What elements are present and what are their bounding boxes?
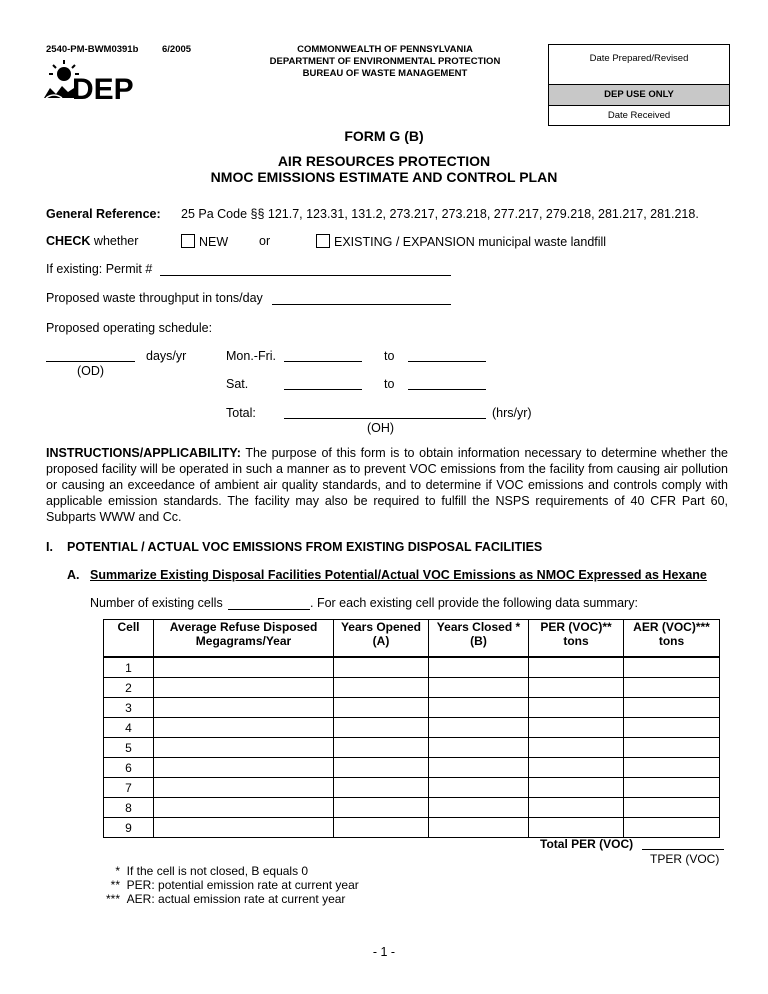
- permit-label: If existing: Permit #: [46, 262, 153, 276]
- refuse-input[interactable]: [154, 738, 334, 758]
- aer-input[interactable]: [624, 718, 720, 738]
- days-yr-label: days/yr: [146, 349, 187, 363]
- check-label-rest: whether: [90, 234, 139, 248]
- footnote-mark: ***: [105, 892, 120, 906]
- throughput-input[interactable]: [272, 290, 451, 305]
- per-input[interactable]: [529, 778, 624, 798]
- footnote-text: AER: actual emission rate at current year: [126, 892, 346, 906]
- years-opened-input[interactable]: [334, 778, 429, 798]
- cell-number: 8: [104, 798, 154, 818]
- new-option[interactable]: [181, 234, 228, 249]
- refuse-input[interactable]: [154, 698, 334, 718]
- monfri-label: Mon.-Fri.: [226, 349, 276, 363]
- date-received-field[interactable]: Date Received: [607, 110, 671, 121]
- total-hours-input[interactable]: [284, 404, 486, 419]
- footnote-mark: *: [115, 864, 120, 878]
- cell-number: 6: [104, 758, 154, 778]
- table-header-row: [104, 620, 720, 658]
- oh-label: (OH): [367, 421, 395, 435]
- existing-checkbox[interactable]: [316, 234, 330, 248]
- years-closed-input[interactable]: [429, 738, 529, 758]
- cell-number: 2: [104, 678, 154, 698]
- form-code: 2540-PM-BWM0391b: [46, 44, 139, 55]
- agency-line-3: BUREAU OF WASTE MANAGEMENT: [302, 68, 468, 79]
- dep-use-box: [548, 44, 730, 126]
- table-row: [104, 678, 720, 698]
- sat-start-input[interactable]: [284, 375, 362, 390]
- per-input[interactable]: [529, 678, 624, 698]
- agency-line-1: COMMONWEALTH OF PENNSYLVANIA: [297, 44, 473, 55]
- per-input[interactable]: [529, 698, 624, 718]
- check-label: [46, 234, 138, 248]
- total-per-input[interactable]: [642, 835, 724, 850]
- table-row: [104, 778, 720, 798]
- schedule-label: Proposed operating schedule:: [46, 321, 213, 335]
- dep-use-only-label: DEP USE ONLY: [549, 85, 729, 106]
- aer-input[interactable]: [624, 738, 720, 758]
- form-title: FORM G (B): [344, 128, 424, 144]
- years-closed-input[interactable]: [429, 678, 529, 698]
- page-number: - 1 -: [372, 945, 396, 959]
- od-label: (OD): [77, 364, 105, 378]
- col-header-per: PER (VOC)** tons: [529, 620, 624, 658]
- years-opened-input[interactable]: [334, 657, 429, 678]
- refuse-input[interactable]: [154, 678, 334, 698]
- section-title: POTENTIAL / ACTUAL VOC EMISSIONS FROM EXISTING DISPOSAL FACILITIES: [67, 540, 543, 554]
- per-input[interactable]: [529, 657, 624, 678]
- existing-option-label: EXISTING / EXPANSION municipal waste landfill: [334, 235, 607, 249]
- cell-number: 3: [104, 698, 154, 718]
- hrs-yr-label: (hrs/yr): [492, 406, 532, 420]
- per-input[interactable]: [529, 798, 624, 818]
- subsection-title: Summarize Existing Disposal Facilities Potential/Actual VOC Emissions as NMOC Expressed as Hexane: [90, 568, 707, 582]
- aer-input[interactable]: [624, 657, 720, 678]
- refuse-input[interactable]: [154, 758, 334, 778]
- footnote-1: [90, 864, 390, 878]
- existing-cells-label: Number of existing cells: [90, 596, 223, 610]
- years-closed-input[interactable]: [429, 798, 529, 818]
- refuse-input[interactable]: [154, 657, 334, 678]
- title-line-1: AIR RESOURCES PROTECTION: [277, 153, 491, 169]
- table-row: [104, 818, 720, 838]
- per-input[interactable]: [529, 738, 624, 758]
- years-opened-input[interactable]: [334, 718, 429, 738]
- refuse-input[interactable]: [154, 818, 334, 838]
- general-reference-value: 25 Pa Code §§ 121.7, 123.31, 131.2, 273.217, 273.218, 277.217, 279.218, 281.217, 281.218.: [181, 207, 699, 221]
- refuse-input[interactable]: [154, 778, 334, 798]
- per-input[interactable]: [529, 818, 624, 838]
- aer-input[interactable]: [624, 698, 720, 718]
- footnote-mark: **: [110, 878, 120, 892]
- years-opened-input[interactable]: [334, 678, 429, 698]
- table-row: [104, 798, 720, 818]
- table-row: [104, 758, 720, 778]
- per-input[interactable]: [529, 718, 624, 738]
- permit-number-input[interactable]: [160, 261, 451, 276]
- logo-wordmark: DEP: [72, 73, 134, 102]
- instructions-label: INSTRUCTIONS/APPLICABILITY:: [46, 446, 241, 460]
- refuse-input[interactable]: [154, 798, 334, 818]
- refuse-input[interactable]: [154, 718, 334, 738]
- or-text: or: [259, 234, 271, 248]
- table-row: [104, 698, 720, 718]
- col-header-years-closed: Years Closed * (B): [429, 620, 529, 658]
- tper-label: TPER (VOC): [650, 852, 720, 866]
- table-row: [104, 738, 720, 758]
- monfri-to-label: to: [384, 349, 395, 363]
- aer-input[interactable]: [624, 678, 720, 698]
- cell-number: 5: [104, 738, 154, 758]
- new-option-label: NEW: [199, 235, 229, 249]
- title-line-2: NMOC EMISSIONS ESTIMATE AND CONTROL PLAN: [210, 169, 558, 185]
- cell-number: 4: [104, 718, 154, 738]
- years-closed-input[interactable]: [429, 718, 529, 738]
- general-reference-label: General Reference:: [46, 207, 161, 221]
- existing-option[interactable]: [316, 234, 606, 249]
- footnotes: [90, 864, 390, 906]
- monfri-start-input[interactable]: [284, 347, 362, 362]
- years-opened-input[interactable]: [334, 798, 429, 818]
- dep-logo: [44, 58, 134, 102]
- years-opened-input[interactable]: [334, 698, 429, 718]
- aer-input[interactable]: [624, 798, 720, 818]
- footnote-3: [90, 892, 390, 906]
- years-closed-input[interactable]: [429, 698, 529, 718]
- col-header-cell: Cell: [104, 620, 154, 658]
- cell-data-table: [103, 619, 720, 838]
- cell-number: 1: [104, 657, 154, 678]
- subsection-letter: A.: [67, 568, 80, 582]
- years-opened-input[interactable]: [334, 758, 429, 778]
- instructions-text: The purpose of this form is to obtain information necessary to determine whether the proposed facility will be operated in such a manner as to prevent VOC emissions from the facility from causing air pollution or causing an exceedance of ambient air quality standards, and to determine if VOC emissions and controls comply with applicable emission standards. The facility may also be required to fulfill the NSPS requirements of 40 CFR Part 60, Subparts WWW and Cc.: [46, 446, 728, 524]
- years-closed-input[interactable]: [429, 657, 529, 678]
- throughput-label: Proposed waste throughput in tons/day: [46, 291, 263, 305]
- days-per-year-input[interactable]: [46, 347, 135, 362]
- years-closed-input[interactable]: [429, 758, 529, 778]
- cell-number: 7: [104, 778, 154, 798]
- instructions-paragraph: [46, 445, 728, 525]
- monfri-end-input[interactable]: [408, 347, 486, 362]
- form-date: 6/2005: [162, 44, 192, 55]
- aer-input[interactable]: [624, 778, 720, 798]
- agency-header: [250, 44, 520, 80]
- years-opened-input[interactable]: [334, 738, 429, 758]
- date-prepared-field[interactable]: Date Prepared/Revised: [549, 45, 729, 85]
- total-per-label: Total PER (VOC): [540, 837, 634, 851]
- agency-line-2: DEPARTMENT OF ENVIRONMENTAL PROTECTION: [269, 56, 501, 67]
- dep-logo-graphic: [44, 58, 134, 102]
- new-checkbox[interactable]: [181, 234, 195, 248]
- years-closed-input[interactable]: [429, 818, 529, 838]
- cell-number: 9: [104, 818, 154, 838]
- existing-cells-input[interactable]: [228, 595, 310, 610]
- existing-cells-rest: . For each existing cell provide the following data summary:: [310, 596, 638, 610]
- table-row: [104, 657, 720, 678]
- check-label-bold: CHECK: [46, 234, 91, 248]
- sat-to-label: to: [384, 377, 395, 391]
- section-number: I.: [46, 540, 53, 554]
- per-input[interactable]: [529, 758, 624, 778]
- footnote-2: [90, 878, 390, 892]
- footnote-text: PER: potential emission rate at current year: [126, 878, 359, 892]
- footnote-text: If the cell is not closed, B equals 0: [126, 864, 309, 878]
- aer-input[interactable]: [624, 758, 720, 778]
- col-header-aer: AER (VOC)*** tons: [624, 620, 720, 658]
- sat-label: Sat.: [226, 377, 249, 391]
- col-header-refuse: Average Refuse Disposed Megagrams/Year: [154, 620, 334, 658]
- years-closed-input[interactable]: [429, 778, 529, 798]
- col-header-years-opened: Years Opened (A): [334, 620, 429, 658]
- table-row: [104, 718, 720, 738]
- total-label: Total:: [226, 406, 256, 420]
- years-opened-input[interactable]: [334, 818, 429, 838]
- sat-end-input[interactable]: [408, 375, 486, 390]
